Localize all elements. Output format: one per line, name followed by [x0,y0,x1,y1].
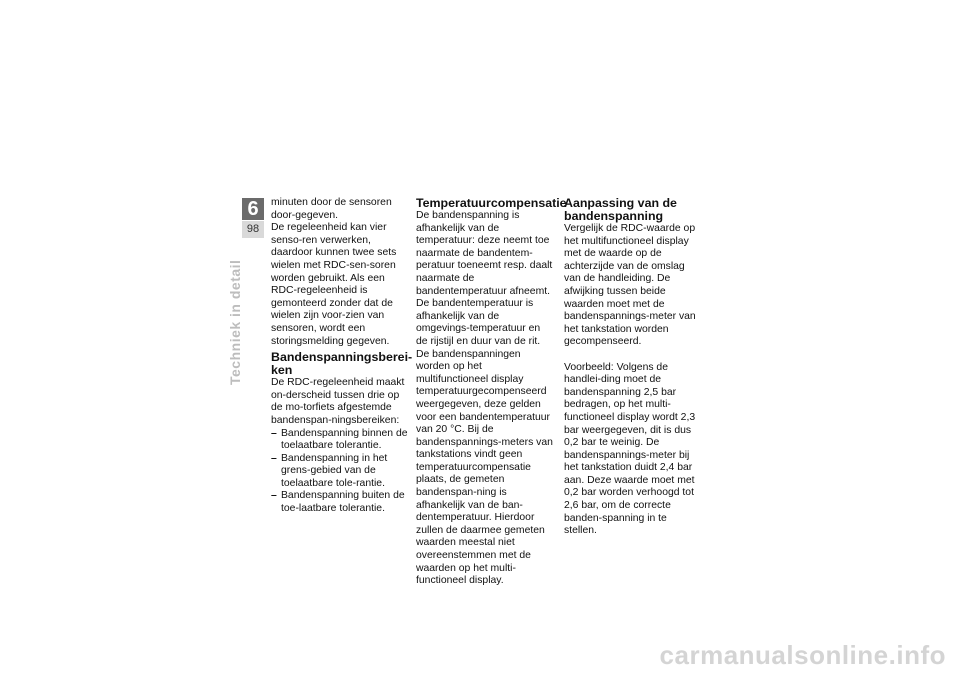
col2-paragraph-2: De bandenspanningen worden op het multifunctioneel display temperatuurgecompenseerd weergegeven, deze gelden voor een bandentemperatuur van 20 °C. Bij de bandenspannings-meters van tankstations vindt geen temperatuurcompensatie plaats, de gemeten bandenspan-ning is afhankelijk van de ban-dentemperatuur. Hierdoor zullen de daarmee gemeten waarden meestal niet overeenstemmen met de waarden op het multi-functioneel display. [416,348,553,587]
page-number: 98 [242,221,264,238]
watermark: carmanualsonline.info [659,640,946,670]
chapter-side-title: Techniek in detail [227,259,243,385]
col3-paragraph-2: Voorbeeld: Volgens de handlei-ding moet de bandenspanning 2,5 bar bedragen, op het multi-functioneel display wordt 2,3 bar weergegeven, dit is dus 0,2 bar te weinig. De bandenspannings-meter bij het tankstation duidt 2,4 bar aan. Deze waarde moet met 0,2 bar worden verhoogd tot 2,6 bar, om de correcte banden-spanning in te stellen. [564,361,696,537]
col2-heading: Temperatuurcompensatie [416,196,567,210]
list-item: – Bandenspanning buiten de toe-laatbare tolerantie. [271,490,409,515]
column-1 [271,197,413,516]
col3-paragraph-1: Vergelijk de RDC-waarde op het multifunctioneel display met de waarde op de achterzijde van de omslag van de handleiding. De afwijking tussen beide waarden moet met de bandenspannings-meter van het tankstation worden gecompenseerd. [564,223,696,348]
col1-heading: Bandenspanningsberei-ken [271,350,413,378]
col3-heading: Aanpassing van de bandenspanning [564,196,677,223]
column-2 [416,196,567,588]
list-item: – Bandenspanning in het grens-gebied van de toelaatbare tole-rantie. [271,453,409,491]
list-item: – Bandenspanning binnen de toelaatbare tolerantie. [271,428,409,453]
col2-paragraph-1: De bandenspanning is afhankelijk van de temperatuur: deze neemt toe naarmate de bandentem-peratuur toeneemt resp. daalt naarmate de bandentemperatuur afneemt. De bandentemperatuur is afhankelijk van de omgevings-temperatuur en de rijstijl en duur van de rit. [416,210,553,347]
pressure-range-list [271,428,409,516]
chapter-number-badge: 6 [242,198,264,220]
col1-body: De RDC-regeleenheid maakt on-derscheid tussen drie op de mo-torfiets afgestemde bandenspan-ningsbereiken: [271,377,405,426]
column-3 [564,197,702,538]
col1-intro-paragraph-1: minuten door de sensoren door-gegeven. [271,197,392,221]
col1-intro-paragraph-2: De regeleenheid kan vier senso-ren verwerken, daardoor kunnen twee sets wielen met RDC-sen-soren worden gebruikt. Als een RDC-regeleenheid is gemonteerd zonder dat de wielen zijn voor-zien van sensoren, wordt een storingsmelding gegeven. [271,222,397,347]
